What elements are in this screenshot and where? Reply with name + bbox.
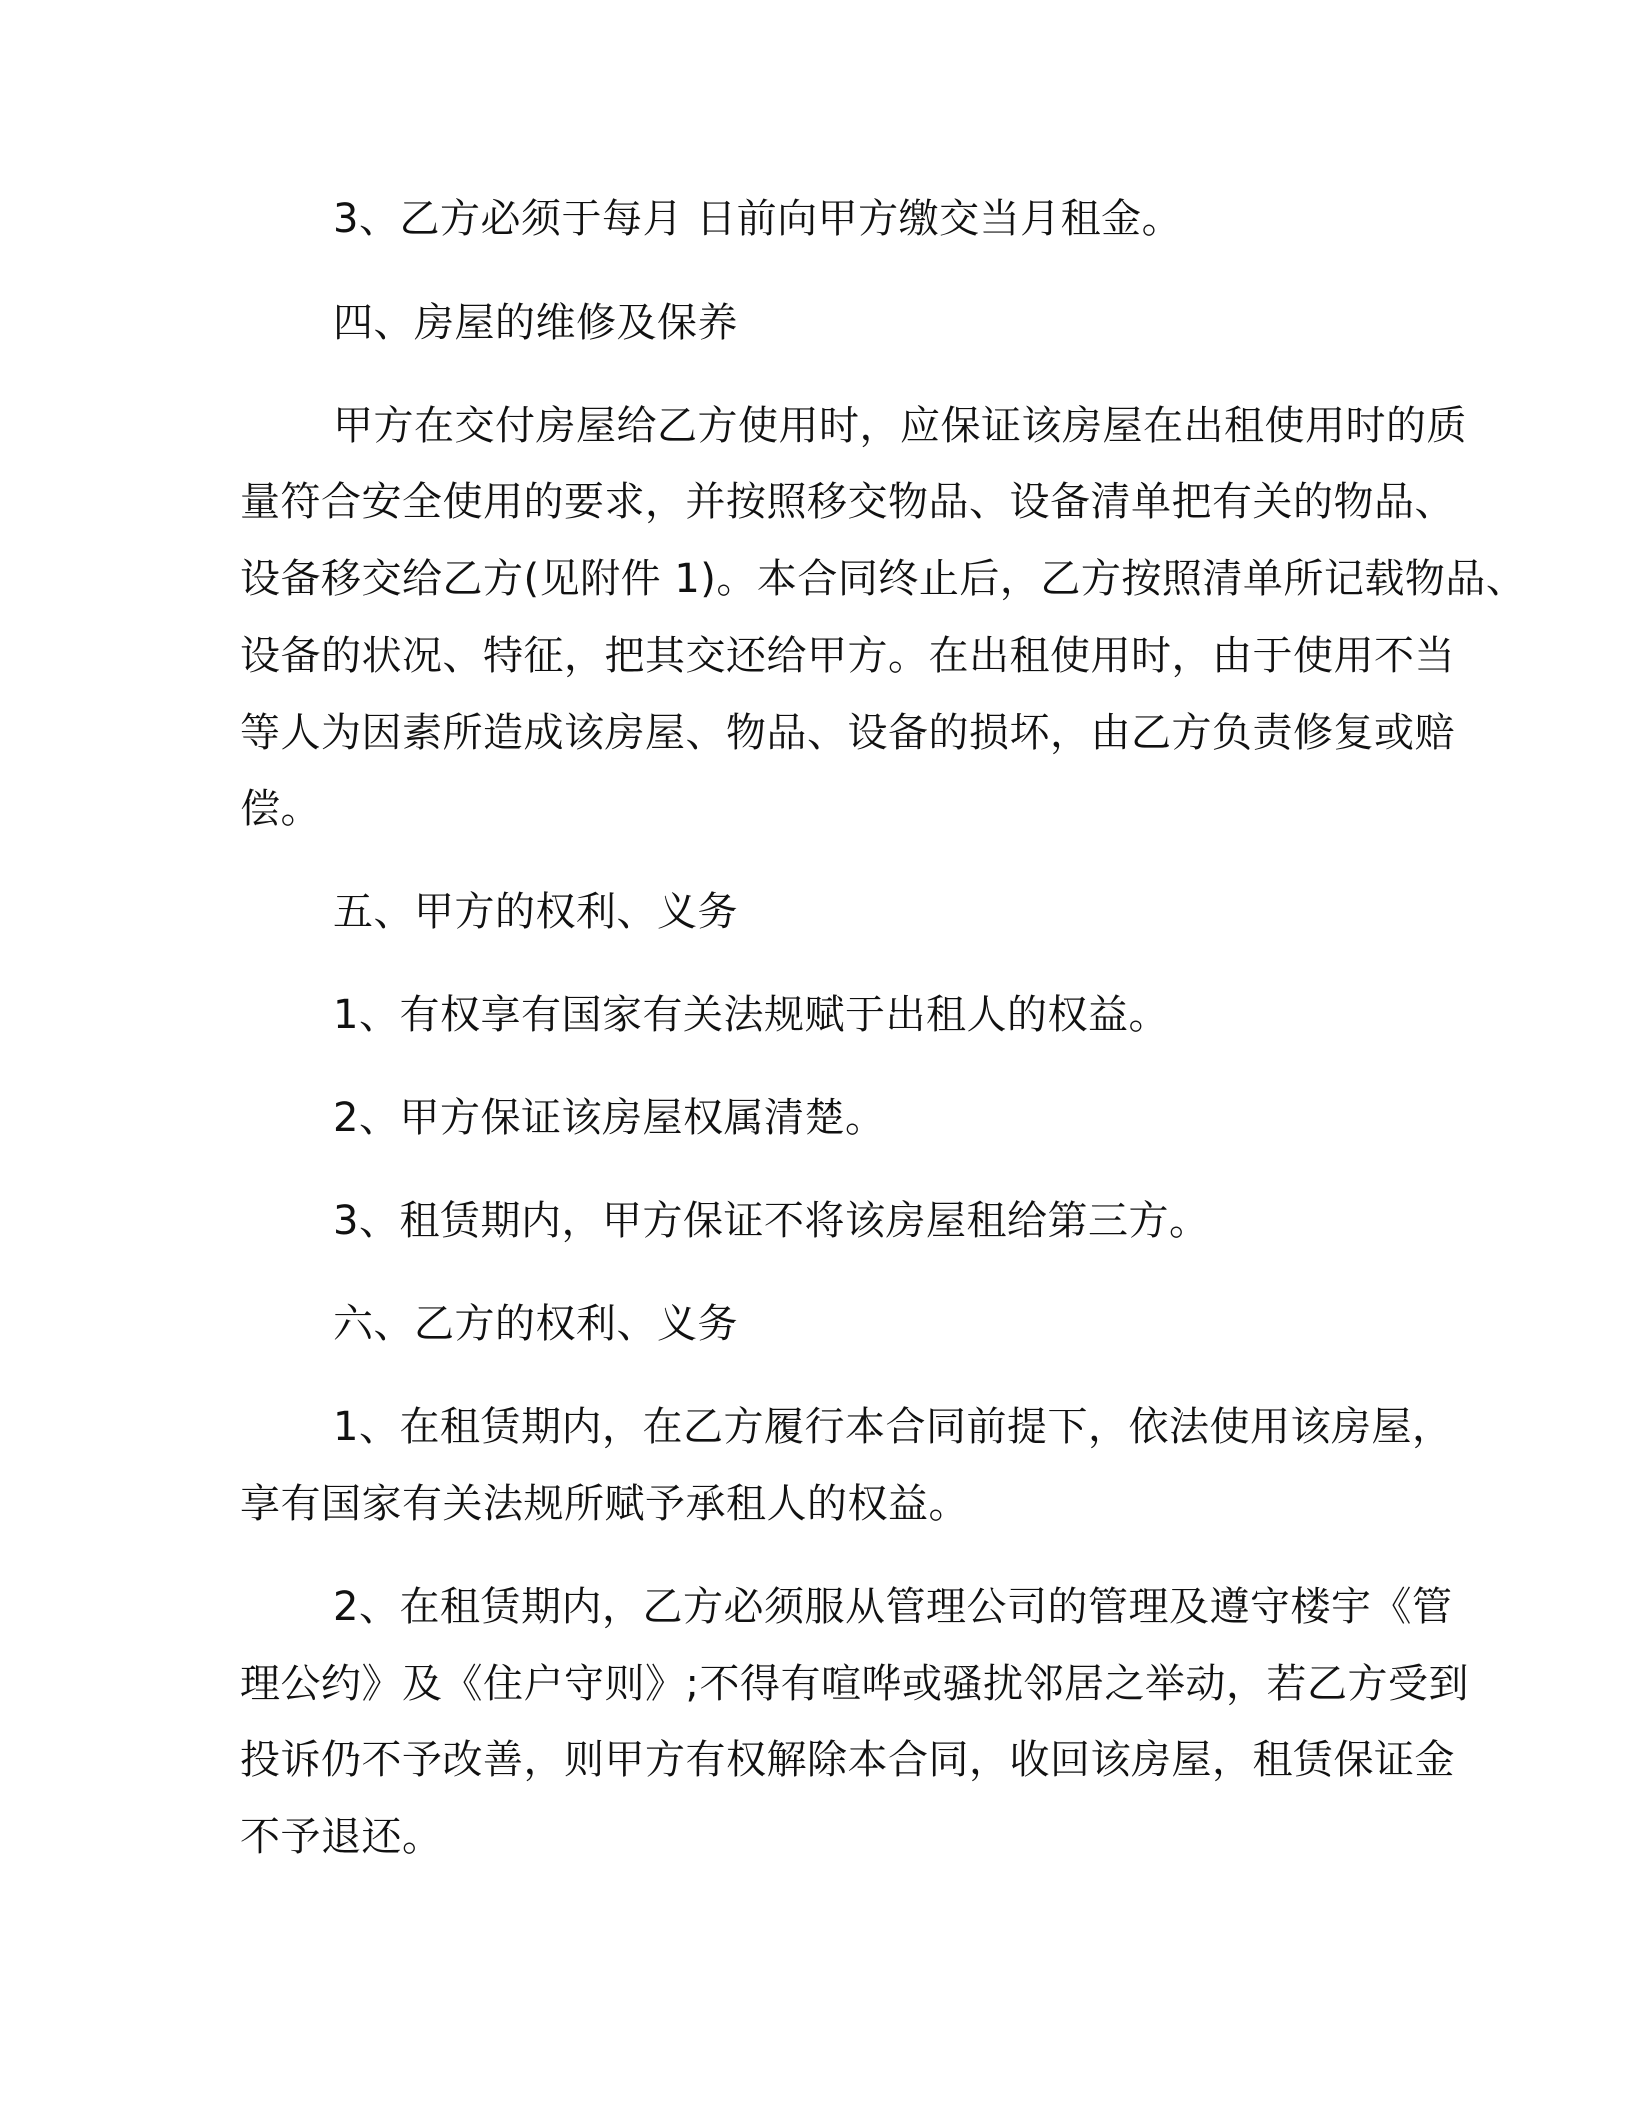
paragraph-line: 量符合安全使用的要求，并按照移交物品、设备清单把有关的物品、 xyxy=(240,479,1455,525)
paragraph-line: 甲方在交付房屋给乙方使用时，应保证该房屋在出租使用时的质 xyxy=(333,403,1467,449)
clause-item-continued: 不予退还。 xyxy=(240,1814,443,1860)
clause-item: 1、有权享有国家有关法规赋于出租人的权益。 xyxy=(333,992,1169,1038)
section-heading-6: 六、乙方的权利、义务 xyxy=(333,1301,738,1347)
paragraph-line: 偿。 xyxy=(240,786,321,832)
clause-item: 2、甲方保证该房屋权属清楚。 xyxy=(333,1095,886,1141)
clause-item-continued: 理公约》及《住户守则》;不得有喧哗或骚扰邻居之举动，若乙方受到 xyxy=(240,1661,1469,1707)
clause-item: 2、在租赁期内，乙方必须服从管理公司的管理及遵守楼宇《管 xyxy=(333,1584,1453,1630)
paragraph-line: 设备的状况、特征，把其交还给甲方。在出租使用时，由于使用不当 xyxy=(240,633,1455,679)
clause-item-continued: 享有国家有关法规所赋予承租人的权益。 xyxy=(240,1481,969,1527)
paragraph-line: 设备移交给乙方(见附件 1)。本合同终止后，乙方按照清单所记载物品、 xyxy=(240,556,1527,602)
clause-item: 1、在租赁期内，在乙方履行本合同前提下，依法使用该房屋， xyxy=(333,1404,1453,1450)
section-heading-5: 五、甲方的权利、义务 xyxy=(333,889,738,935)
rent-payment-clause: 3、乙方必须于每月 日前向甲方缴交当月租金。 xyxy=(333,196,1183,242)
paragraph-line: 等人为因素所造成该房屋、物品、设备的损坏，由乙方负责修复或赔 xyxy=(240,710,1455,756)
section-heading-4: 四、房屋的维修及保养 xyxy=(333,300,738,346)
clause-item: 3、租赁期内，甲方保证不将该房屋租给第三方。 xyxy=(333,1198,1210,1244)
clause-item-continued: 投诉仍不予改善，则甲方有权解除本合同，收回该房屋，租赁保证金 xyxy=(240,1737,1455,1783)
